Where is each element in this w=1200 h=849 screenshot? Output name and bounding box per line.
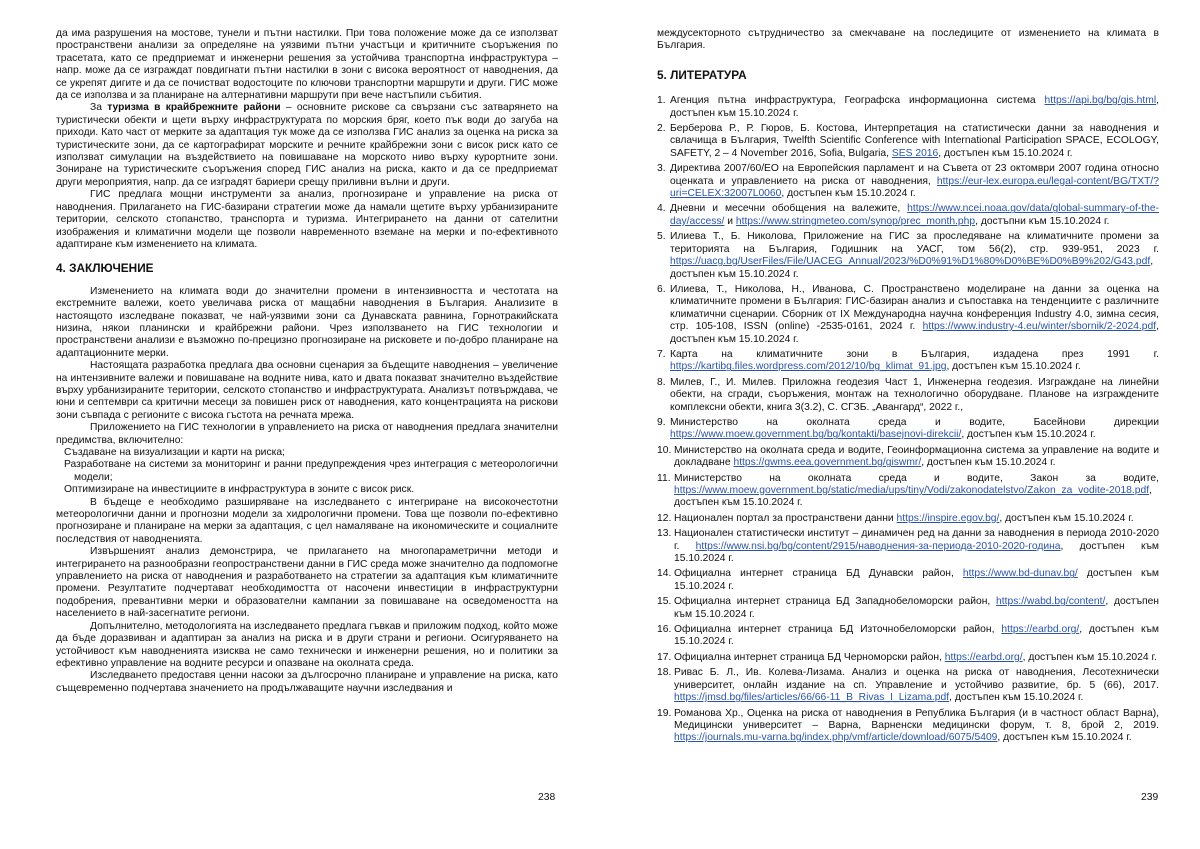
paragraph: Изменението на климата води до значителни промени в интензивността и честотата на екстремните валежи, което увеличава риска от мащабни наводнения в България. Анализите в настоящото изследване показват, че най-уязвими зони са Дунавската равнина, Горнотракийската низина, някои планински и крайбрежни райони. Чрез използването на ГИС технологии и пространствени анализи е възможно по-прецизно прогнозиране на рисковете и по-добро планиране на адаптационните мерки.	[56, 285, 558, 359]
reference-item	[657, 231, 1159, 281]
reference-text: , достъпен към 15.10.2024 г.	[1022, 651, 1157, 663]
reference-item	[657, 652, 1159, 664]
reference-text: Илиева Т., Б. Николова, Приложение на ГИС за проследяване на климатичните промени за територията на България, Годишник на УАСГ, том 56(2), стр. 939-951, 2023 г.	[670, 231, 1159, 255]
reference-link[interactable]: https://www.nsi.bg/bg/content/2915/наводнения-за-периода-2010-2020-година	[695, 540, 1061, 552]
reference-item	[657, 708, 1159, 745]
list-item: Създаване на визуализации и карти на риска;	[64, 447, 285, 458]
reference-link[interactable]: https://journals.mu-varna.bg/index.php/vmf/article/download/6075/5409	[674, 732, 998, 744]
reference-number: 3.	[657, 163, 666, 175]
reference-text: , достъпен към 15.10.2024 г.	[674, 596, 1159, 620]
reference-link[interactable]: https://earbd.org/	[944, 651, 1023, 663]
paragraph: Изследването предоставя ценни насоки за дългосрочно планиране и управление на риска, като същевременно подчертава значението на продължаващите научни изследвания и	[56, 670, 558, 694]
reference-item	[657, 377, 1159, 414]
reference-text: , достъпни към 15.10.2024 г.	[975, 215, 1110, 227]
reference-link[interactable]: https://uacg.bg/UserFiles/File/UACEG_Annual/2023/%D0%91%D1%80%D0%BE%D0%B9%202/G43.pdf	[670, 256, 1151, 268]
reference-number: 9.	[657, 416, 666, 428]
paragraph: ГИС предлага мощни инструменти за анализ, прогнозиране и управление на риска от наводнения. Прилагането на ГИС-базирани стратегии може да намали щетите върху урбанизираните територии, селското стопанство, транспорта и туризма. Интегрирането на данни от сателитни изображения и климатични модели ще позволи навременното вземане на мерки и по-ефективното адаптиране към изменението на климата.	[56, 189, 558, 250]
reference-text: Директива 2007/60/ЕО на Европейския парламент и на Съвета от 23 октомври 2007 година относно оценката и управлението на риска от наводнения,	[670, 163, 1159, 187]
reference-number: 13.	[657, 528, 672, 540]
reference-body	[674, 624, 1159, 647]
reference-number: 12.	[657, 512, 672, 524]
reference-link[interactable]: https://kartibg.files.wordpress.com/2012/10/bg_klimat_91.jpg	[670, 361, 947, 373]
reference-body	[670, 349, 1159, 372]
section-heading-literature: 5. ЛИТЕРАТУРА	[657, 67, 747, 82]
reference-text: , достъпен към 15.10.2024 г.	[961, 429, 1096, 441]
reference-body	[670, 417, 1159, 440]
reference-link[interactable]: https://eur-lex.europa.eu/legal-content/BG/TXT/?uri=CELEX:32007L0060	[670, 175, 1159, 200]
reference-body	[674, 708, 1159, 744]
reference-body	[674, 445, 1159, 468]
reference-text: Берберова Р., Р. Гюров, Б. Костова, Интерпретация на статистически данни за наводнения и свлачища в България, Twelfth Scientific Conference with International Participation SPACE, ECOLOGY, SAFETY, 2 – 4 November 2016, Sofia, Bulgaria,	[670, 123, 1159, 159]
reference-body	[670, 203, 1159, 226]
paragraph: В бъдеще е необходимо разширяване на изследването с интегриране на високочестотни метеорологични данни и прогнозни модели за хидрологични промени. Това ще позволи по-ефективно прогнозиране и планиране на мерки за адаптация, с цел намаляване на икономическите и социалните последствия от наводненията.	[56, 496, 558, 545]
reference-body	[670, 95, 1159, 118]
bold-term: туризма в крайбрежните райони	[107, 102, 281, 114]
paragraph: Приложението на ГИС технологии в управлението на риска от наводнения предлага значителни предимства, включително:	[56, 422, 558, 446]
reference-number: 17.	[657, 651, 672, 663]
reference-body	[674, 513, 1134, 524]
reference-item	[657, 123, 1159, 160]
reference-text: , достъпен към 15.10.2024 г.	[670, 256, 1154, 280]
reference-number: 2.	[657, 123, 666, 135]
reference-text: , достъпен към 15.10.2024 г.	[674, 624, 1159, 648]
reference-text: Национален портал за пространствени данни	[674, 512, 897, 524]
reference-number: 14.	[657, 568, 672, 580]
list-item: Оптимизиране на инвестициите в инфраструктура в зоните с висок риск.	[64, 484, 415, 496]
reference-item	[657, 568, 1159, 593]
reference-link[interactable]: https://www.ncei.noaa.gov/data/global-summary-of-the-day/access/	[670, 203, 1159, 227]
reference-item	[657, 349, 1159, 374]
reference-number: 8.	[657, 376, 666, 388]
reference-item	[657, 513, 1159, 525]
reference-text: Дневни и месечни обобщения на валежите,	[670, 203, 908, 215]
reference-body	[670, 123, 1159, 159]
reference-item	[657, 445, 1159, 470]
reference-number: 7.	[657, 348, 666, 360]
reference-body	[670, 284, 1159, 345]
reference-item	[657, 417, 1159, 442]
reference-item	[657, 596, 1159, 621]
reference-body	[674, 667, 1159, 703]
reference-text: Ривас Б. Л., Ив. Колева-Лизама. Анализ и оценка на риска от наводнения, Лесотехнически университет, онлайн издание на сп. Управление и устойчиво развитие, бр. 5 (66), 2017.	[674, 667, 1159, 691]
reference-body	[670, 377, 1159, 413]
reference-text: , достъпен към 15.10.2024 г.	[999, 512, 1134, 524]
reference-text: достъпен към 15.10.2024 г.	[674, 568, 1159, 592]
text-run: За	[90, 102, 108, 114]
reference-text: , достъпен към 15.10.2024 г.	[781, 188, 916, 200]
reference-text: , достъпен към 15.10.2024 г.	[674, 485, 1152, 509]
reference-list	[657, 95, 1159, 745]
reference-number: 11.	[657, 472, 671, 484]
reference-number: 19.	[657, 707, 672, 719]
reference-text: , достъпен към 15.10.2024 г.	[674, 540, 1159, 565]
reference-number: 1.	[657, 95, 666, 107]
reference-text: Карта на климатичните зони в България, издадена през 1991 г.	[670, 348, 1159, 360]
reference-text: , достъпен към 15.10.2024 г.	[921, 457, 1056, 469]
reference-text: , достъпен към 15.10.2024 г.	[938, 147, 1073, 159]
reference-link[interactable]: https://www.moew.government.bg/bg/kontakti/basejnovi-direkcii/	[670, 429, 962, 441]
reference-link[interactable]: https://www.industry-4.eu/winter/sbornik/2-2024.pdf	[922, 321, 1157, 333]
reference-text: Официална интернет страница БД Черноморски район,	[674, 651, 945, 663]
list-item: Разработване на системи за мониторинг и ранни предупреждения чрез интеграция с метеорологични модели;	[64, 459, 558, 483]
reference-item	[657, 203, 1159, 228]
reference-text: , достъпен към 15.10.2024 г.	[670, 95, 1159, 119]
reference-text: Агенция пътна инфраструктура, Географска информационна система	[670, 95, 1045, 107]
reference-item	[657, 624, 1159, 649]
reference-number: 18.	[657, 667, 672, 679]
reference-text: Министерство на околната среда и водите, Геоинформационна система за управление на водите и докладване	[674, 444, 1159, 469]
reference-text: Официална интернет страница БД Западнобеломорски район,	[674, 596, 997, 608]
reference-link[interactable]: https://inspire.egov.bg/	[896, 512, 1000, 524]
reference-body	[674, 473, 1159, 509]
reference-item	[657, 667, 1159, 704]
reference-text: Романова Хр., Оценка на риска от наводнения в Република България (и в частност област Варна), Медицински университет – Варна, Варненски медицински форум, т. 8, брой 2, 2019.	[674, 707, 1159, 731]
reference-number: 5.	[657, 231, 666, 243]
reference-item	[657, 528, 1159, 565]
reference-number: 4.	[657, 203, 666, 215]
reference-item	[657, 95, 1159, 120]
reference-text: , достъпен към 15.10.2024 г.	[949, 692, 1084, 704]
reference-link[interactable]: https://www.bd-dunav.bg/	[962, 568, 1078, 580]
reference-text: Министерство на околната среда и водите, Басейнови дирекции	[670, 416, 1159, 428]
reference-text: , достъпен към 15.10.2024 г.	[997, 732, 1132, 744]
reference-body	[674, 528, 1159, 564]
page-number: 238	[538, 792, 556, 803]
reference-body	[674, 568, 1159, 591]
reference-link[interactable]: https://gwms.eea.government.bg/giswmr/	[733, 457, 922, 469]
right-page	[600, 0, 1200, 849]
reference-text: и	[724, 215, 736, 227]
reference-text: , достъпен към 15.10.2024 г.	[670, 321, 1159, 345]
reference-number: 10.	[657, 444, 672, 456]
page-number: 239	[1141, 792, 1159, 803]
reference-link[interactable]: https://jmsd.bg/files/articles/66/66-11_B_Rivas_I_Lizama.pdf	[674, 692, 950, 704]
right-text-column	[657, 28, 1159, 748]
reference-link[interactable]: https://www.moew.government.bg/static/media/ups/tiny/Vodi/zakonodatelstvo/Zakon_za_vodite-2018.pdf	[674, 485, 1150, 496]
reference-number: 16.	[657, 624, 672, 636]
reference-body	[674, 596, 1159, 619]
tourism-paragraph	[56, 102, 558, 189]
reference-body	[670, 231, 1159, 279]
reference-text: Официална интернет страница БД Дунавски район,	[674, 568, 963, 580]
reference-text: Министерство на околната среда и водите, Закон за водите,	[674, 472, 1159, 484]
reference-body	[674, 652, 1157, 663]
reference-text: Национален статистически институт – динамичен ред на данни за наводнения в периода 2010-2020 г.	[674, 528, 1159, 552]
reference-link[interactable]: https://www.stringmeteo.com/synop/prec_month.php	[735, 215, 976, 227]
reference-number: 15.	[657, 596, 672, 608]
reference-link[interactable]: https://earbd.org/	[1001, 624, 1080, 636]
reference-item	[657, 284, 1159, 346]
paragraph: Настоящата разработка предлага два основни сценария за бъдещите наводнения – увеличение на интензивните валежи и повишаване на водните нива, като и двата показват значително въздействие върху урбанизираните територии, селското стопанство и инфраструктурата. Анализът потвърждава, че юни и септември са критични месеци за повишен риск от наводнения, като концентрацията на рискови зони съвпада с регионите с висока гъстота на речната мрежа.	[56, 360, 558, 421]
reference-body	[670, 163, 1159, 199]
reference-text: Милев, Г., И. Милев. Приложна геодезия Част 1, Инженерна геодезия. Изграждане на линейни обекти, на сгради, съоръжения, монтаж на технологично оборудване. Планове на изграждените комплексни обекти, книга 3(3.2), С. СГЗБ. „Авангард“, 2022 г.,	[670, 376, 1159, 413]
reference-link[interactable]: https://api.bg/bg/gis.html	[1044, 95, 1157, 107]
reference-link[interactable]: https://wabd.bg/content/	[996, 596, 1106, 608]
text-run: – основните рискове са свързани със затварянето на туристически обекти и щети върху инфраструктурата по морския бряг, което пък води до загуба на приходи. Като част от мерките за адаптация тук може да се използва ГИС анализ за оценка на риска за туристическите зони, да се картографират морските и речните крайбрежни зони с висок риск като се използват симулации на въздействието на повишаване на морското ниво върху курортните зони. Зониране на туристическите съоръжения според ГИС анализ на риска, както и да се предприемат други мероприятия, напр. да се изградят бариери срещу приливни вълни и други.	[56, 102, 558, 188]
paragraph: междусекторното сътрудничество за смекчаване на последиците от изменението на климата в България.	[657, 28, 1159, 52]
reference-item	[657, 473, 1159, 510]
section-heading-conclusion: 4. ЗАКЛЮЧЕНИЕ	[56, 261, 154, 276]
left-text-column	[56, 28, 558, 695]
reference-text: , достъпен към 15.10.2024 г.	[946, 361, 1081, 373]
reference-text: Официална интернет страница БД Източнобеломорски район,	[674, 624, 1002, 636]
paragraph: Допълнително, методологията на изследването предлага гъвкав и приложим подход, който може да бъде доразвиван и адаптиран за анализ на риска и в други страни и региони. Осигуряването на устойчивост към наводненията изисква не само технически и инженерни решения, но и политики за ефективно управление на водните ресурси и опазване на околната среда.	[56, 620, 558, 669]
reference-item	[657, 163, 1159, 200]
paragraph: да има разрушения на мостове, тунели и пътни настилки. При това положение може да се използват пространствени анализи за определяне на уязвими пътни участъци и критичните съоръжения по трасетата, като се предприемат и инженерни решения за устойчива транспортна инфраструктура – напр. може да се изграждат повдигнати пътни настилки в зони с висока вероятност от наводнения, да се укрепят дигите и да се почистват водостоците по ключови транспортни маршрути и други. ГИС може да се използва и за планиране на алтернативни маршрути при вече настъпили събития.	[56, 28, 558, 102]
reference-number: 6.	[657, 283, 666, 295]
reference-text: Илиева, Т., Николова, Н., Иванова, С. Пространствено моделиране на данни за оценка на климатичните промени в България: ГИС-базиран анализ и съпоставка на тенденциите с различните климатични сценарии. Сборник от IX Международна научна конференция Industry 4.0, зимна сесия, стр. 105-108, ISSN (online) -2535-0161, 2024 г.	[670, 283, 1159, 333]
reference-link[interactable]: SES 2016	[891, 147, 939, 159]
paragraph: Извършеният анализ демонстрира, че прилагането на многопараметрични методи и интегрирането на разнообразни геопространствени данни в ГИС среда може значително да подпомогне управлението на риска от наводнения и разработването на стратегии за адаптация към климатичните промени. Резултатите подчертават необходимостта от насочени инвестиции в инфраструктурни подобрения, превантивни мерки и образователни кампании за повишаване на осведомеността на населението в най-засегнатите региони.	[56, 546, 558, 620]
